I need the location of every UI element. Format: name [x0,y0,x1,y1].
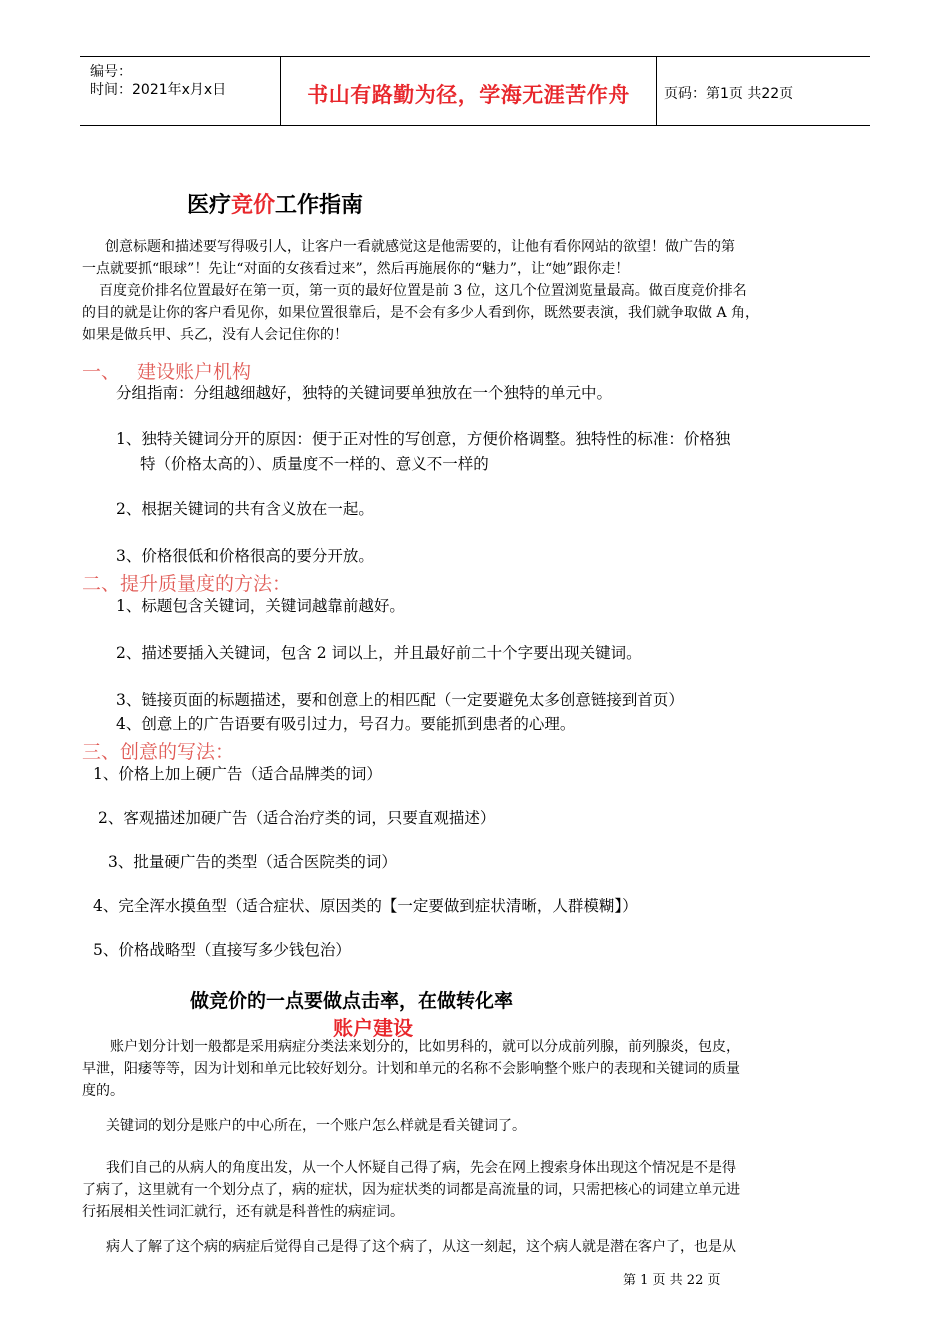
header-page-cell [656,57,870,125]
document-header [80,56,870,126]
header-left-cell [80,57,280,125]
intro-line: 如果是做兵甲、兵乙，没有人会记住你的！ [82,327,348,343]
document-number-label: 编号： [90,64,132,80]
list-item: 3、链接页面的标题描述，要和创意上的相匹配（一定要避免太多创意链接到首页） [116,691,684,709]
list-item: 1、价格上加上硬广告（适合品牌类的词） [93,765,382,783]
intro-line: 百度竞价排名位置最好在第一页，第一页的最好位置是前 3 位，这几个位置浏览量最高。做百度竞价排名 [99,283,747,299]
list-item: 2、根据关键词的共有含义放在一起。 [116,500,374,518]
section1-lead: 分组指南：分组越细越好，独特的关键词要单独放在一个独特的单元中。 [116,384,613,402]
list-item: 2、描述要插入关键词，包含 2 词以上，并且最好前二十个字要出现关键词。 [116,644,642,662]
body-line: 度的。 [82,1083,124,1099]
intro-line: 的目的就是让你的客户看见你，如果位置很靠后，是不会有多少人看到你，既然要表演，我们就争取做 A 角， [82,305,760,321]
section2-heading: 二、提升质量度的方法： [82,573,292,595]
list-item: 5、价格战略型（直接写多少钱包治） [93,941,351,959]
list-item: 3、价格很低和价格很高的要分开放。 [116,547,374,565]
subheading-red: 账户建设 [333,1016,413,1040]
title-part1: 医疗 [187,193,232,218]
header-motto: 书山有路勤为径，学海无涯苦作舟 [307,83,630,107]
title-part3: 工作指南 [275,193,364,218]
document-time-label: 时间：2021年x月x日 [90,82,227,98]
body-line: 早泄，阳痿等等，因为计划和单元比较好划分。计划和单元的名称不会影响整个账户的表现和关键词的质量 [82,1061,740,1077]
intro-line: 一点就要抓“眼球”！先让“对面的女孩看过来”，然后再施展你的“魅力”，让“她”跟你走！ [82,261,630,277]
list-item: 2、客观描述加硬广告（适合治疗类的词，只要直观描述） [98,809,496,827]
header-motto-cell [280,57,657,125]
list-item: 1、标题包含关键词，关键词越靠前越好。 [116,597,405,615]
body-line: 了病了，这里就有一个划分点了，病的症状，因为症状类的词都是高流量的词，只需把核心的词建立单元进 [82,1182,740,1198]
subheading: 做竞价的一点要做点击率，在做转化率 [190,990,514,1012]
page-title [187,188,363,219]
body-line: 行拓展相关性词汇就行，还有就是科普性的病症词。 [82,1204,404,1220]
list-item: 3、批量硬广告的类型（适合医院类的词） [108,853,397,871]
list-item: 4、完全浑水摸鱼型（适合症状、原因类的【一定要做到症状清晰，人群模糊】） [93,897,638,915]
section1-heading-number: 一、 [82,361,121,383]
body-line: 我们自己的从病人的角度出发，从一个人怀疑自己得了病，先会在网上搜索身体出现这个情况是不是得 [106,1160,736,1176]
body-line: 关键词的划分是账户的中心所在，一个账户怎么样就是看关键词了。 [106,1118,526,1134]
page-footer: 第 1 页 共 22 页 [623,1273,721,1288]
title-part2-red: 竞价 [231,193,276,218]
header-page-info: 页码：第1页 共22页 [664,86,794,102]
section3-heading: 三、创意的写法： [82,741,235,763]
body-line: 病人了解了这个病的病症后觉得自己是得了这个病了，从这一刻起，这个病人就是潜在客户了，也是从 [106,1239,736,1255]
list-item: 4、创意上的广告语要有吸引过力，号召力。要能抓到患者的心理。 [116,715,576,733]
intro-line: 创意标题和描述要写得吸引人，让客户一看就感觉这是他需要的，让他有看你网站的欲望！做广告的第 [105,239,735,255]
list-item: 1、独特关键词分开的原因：便于正对性的写创意，方便价格调整。独特性的标准：价格独 [116,430,731,448]
body-line: 账户划分计划一般都是采用病症分类法来划分的，比如男科的，就可以分成前列腺，前列腺炎，包皮， [110,1039,740,1055]
section1-heading: 建设账户机构 [137,361,252,383]
list-item: 特（价格太高的）、质量度不一样的、意义不一样的 [140,455,489,473]
